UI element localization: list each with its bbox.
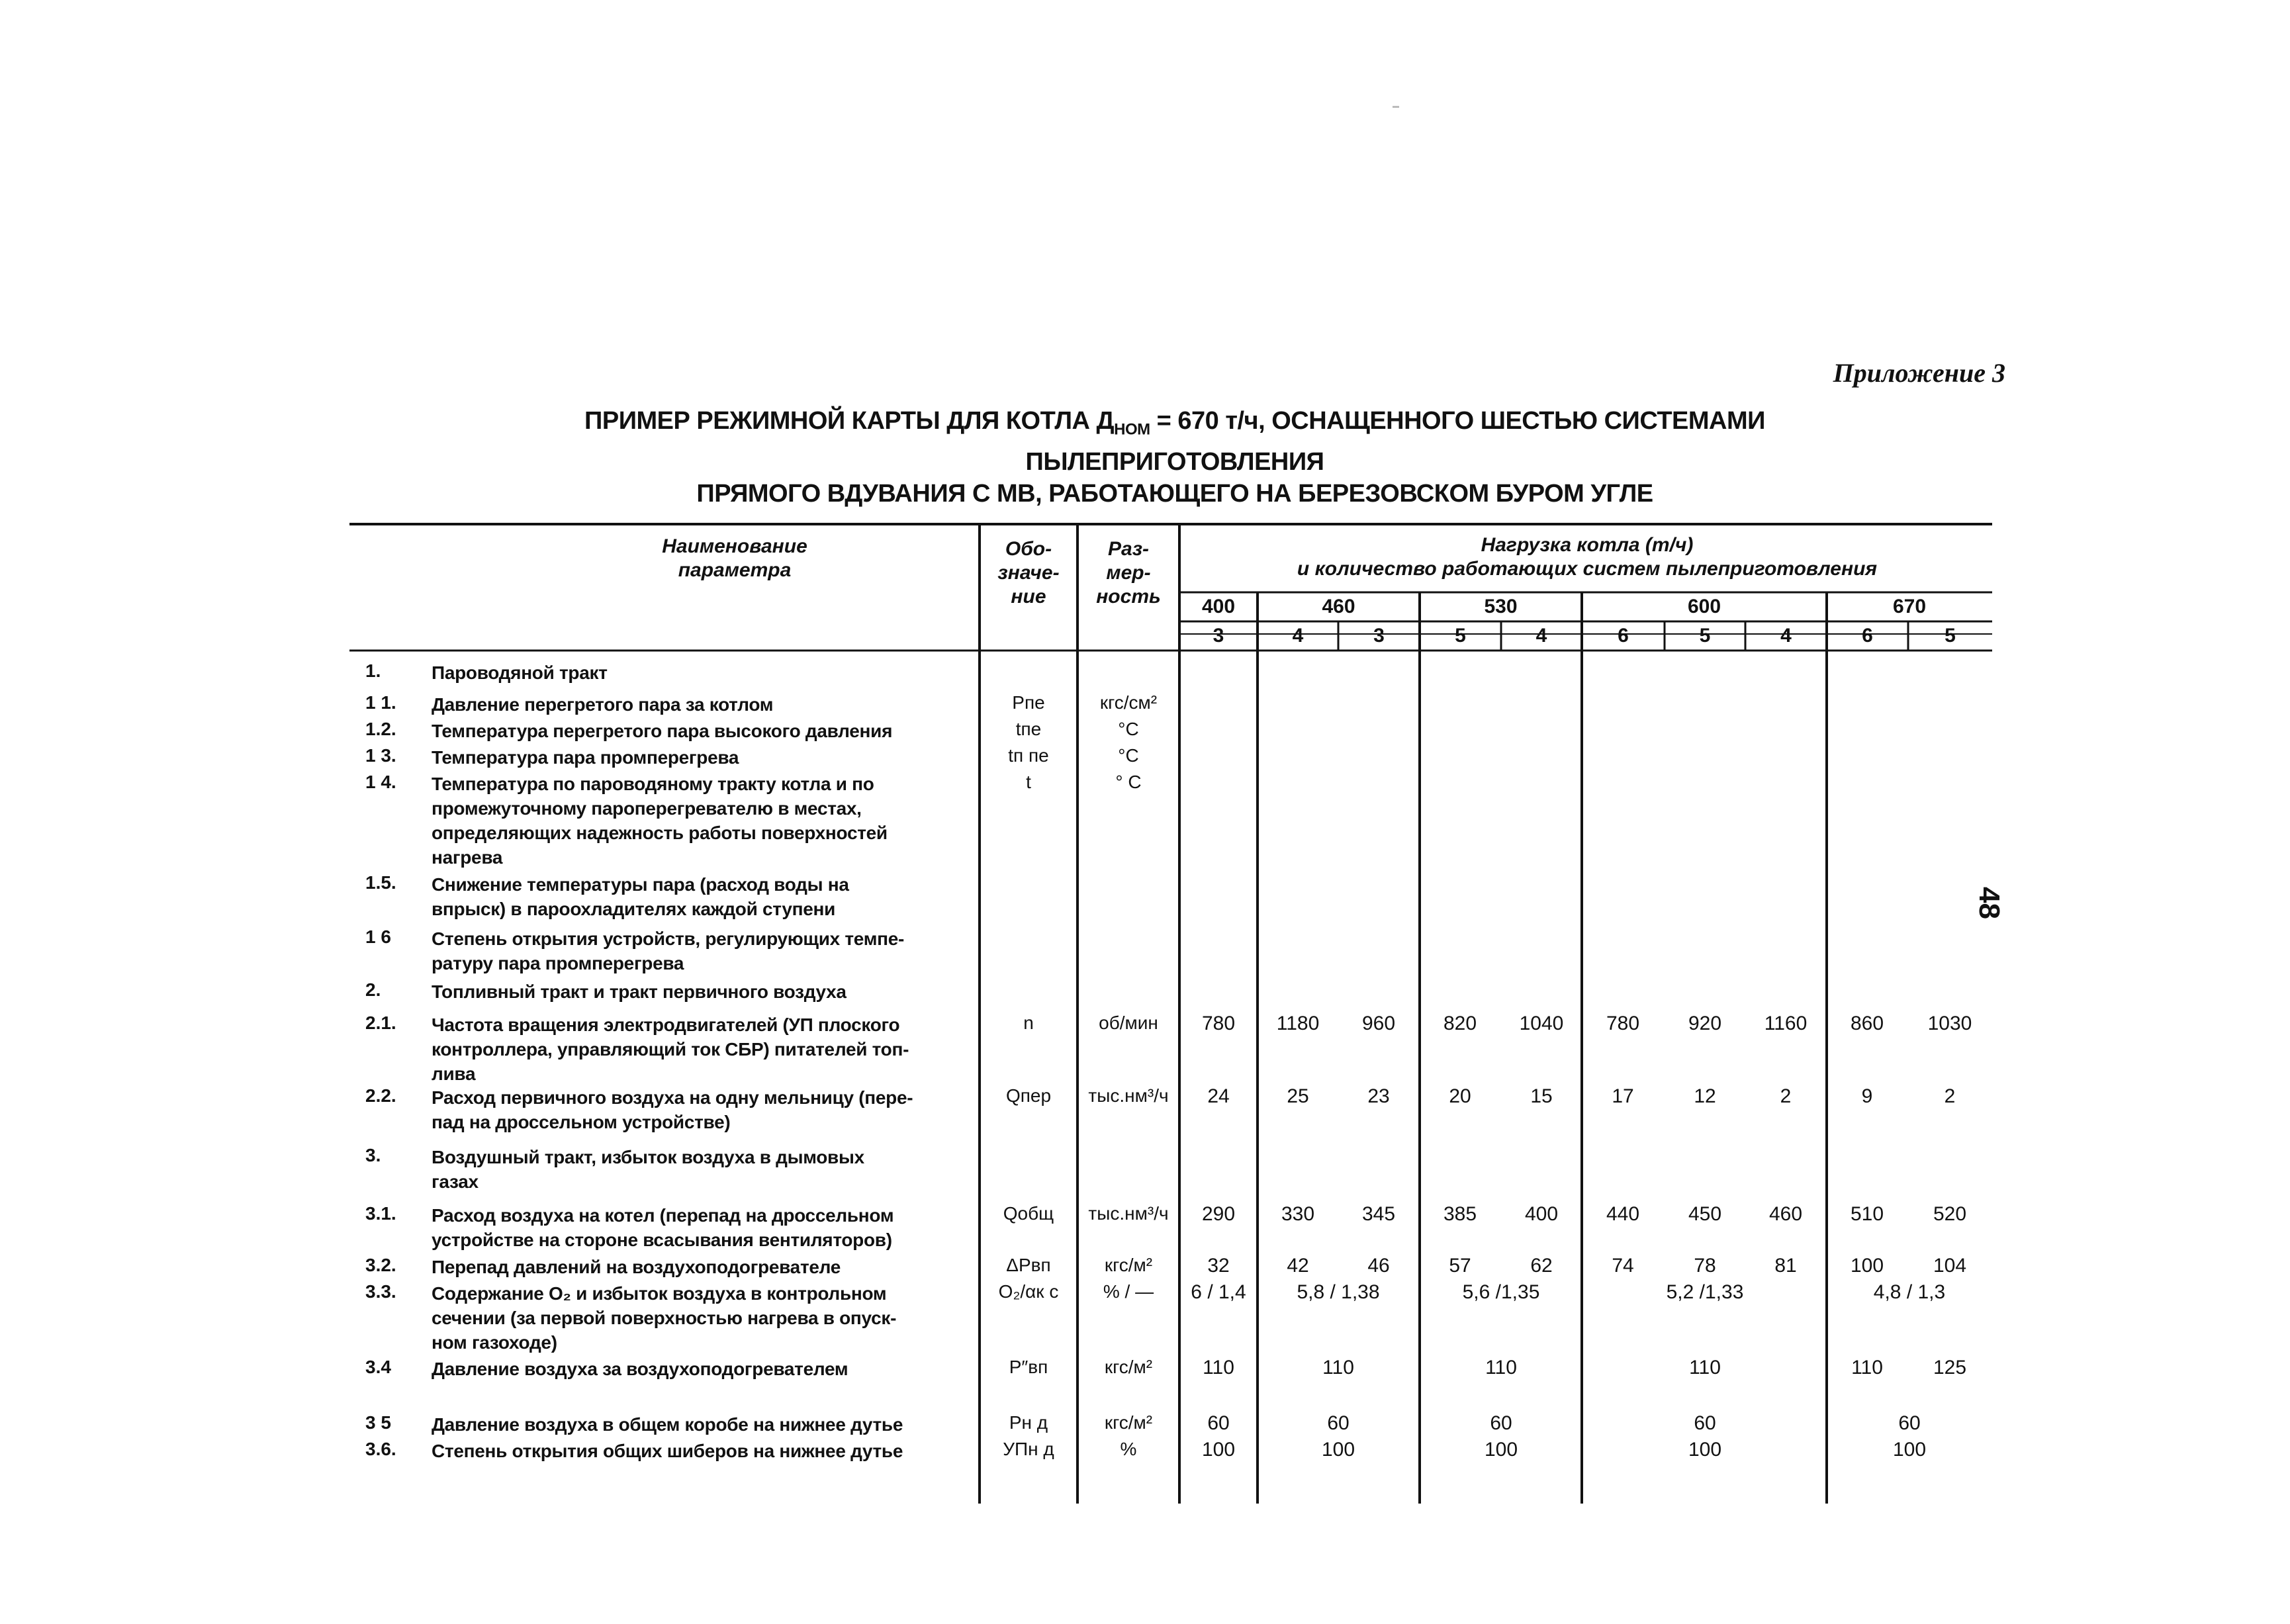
cell-value: 60 <box>1327 1412 1350 1434</box>
cell-value: 290 <box>1201 1203 1236 1225</box>
cell-value: 5,2 /1,33 <box>1666 1281 1744 1303</box>
row-number: 3.2. <box>365 1255 396 1275</box>
load-600: 600 <box>1687 596 1721 617</box>
parameter-name-line: Давление воздуха в общем коробе на нижнее дутье <box>432 1414 903 1435</box>
cell-value: 345 <box>1361 1203 1396 1225</box>
parameter-name <box>432 745 974 770</box>
symbol: Pн д <box>1009 1412 1048 1433</box>
cell-value: 440 <box>1606 1203 1640 1225</box>
parameter-name-line: промежуточному пароперегревателю в местах, <box>432 798 862 819</box>
parameter-name <box>432 772 974 870</box>
title-line-1: ПРИМЕР РЕЖИМНОЙ КАРТЫ ДЛЯ КОТЛА $Д_{НОМ} = 670$ т/ч, ОСНАЩЕННОГО ШЕСТЬЮ СИСТЕМАМИ ПЫЛЕПРИГОТОВЛЕНИЯ <box>584 407 1765 476</box>
header-symbol: Обо- значе- ние <box>997 538 1060 608</box>
parameter-name <box>432 979 974 1004</box>
cell-value: 81 <box>1774 1255 1797 1277</box>
row-number: 2.2. <box>365 1085 396 1106</box>
cell-value: 32 <box>1207 1255 1230 1277</box>
parameter-name-line: Степень открытия общих шиберов на нижнее дутье <box>432 1441 903 1461</box>
cell-value: 2 <box>1780 1085 1792 1107</box>
cell-value: 100 <box>1688 1439 1722 1461</box>
cell-value: 60 <box>1207 1412 1230 1434</box>
row-number: 3.4 <box>365 1357 391 1377</box>
parameter-name <box>432 692 974 717</box>
cell-value: 400 <box>1524 1203 1559 1225</box>
systems-count: 4 <box>1780 625 1792 647</box>
cell-value: 5,6 /1,35 <box>1462 1281 1540 1303</box>
cell-value: 23 <box>1367 1085 1390 1107</box>
parameter-name <box>432 719 974 743</box>
parameter-name-line: ратуру пара промперегрева <box>432 953 684 973</box>
symbol: УПн д <box>1003 1439 1054 1459</box>
row-number: 1 6 <box>365 926 391 947</box>
systems-count: 5 <box>1945 625 1956 647</box>
cell-value: 15 <box>1530 1085 1553 1107</box>
cell-value: 6 / 1,4 <box>1191 1281 1246 1303</box>
unit: тыс.нм³/ч <box>1088 1203 1169 1224</box>
cell-value: 450 <box>1688 1203 1722 1225</box>
cell-value: 780 <box>1606 1013 1640 1034</box>
symbol: P″вп <box>1009 1357 1048 1377</box>
row-number: 2.1. <box>365 1013 396 1033</box>
cell-value: 24 <box>1207 1085 1230 1107</box>
cell-value: 510 <box>1850 1203 1884 1225</box>
parameter-name <box>432 1013 974 1086</box>
page-number: 48 <box>1973 887 2005 919</box>
parameter-name-line: Снижение температуры пара (расход воды на <box>432 874 849 895</box>
load-530: 530 <box>1484 596 1518 617</box>
parameter-name-line: Топливный тракт и тракт первичного воздуха <box>432 981 847 1002</box>
cell-value: 74 <box>1612 1255 1634 1277</box>
cell-value: 860 <box>1850 1013 1884 1034</box>
cell-value: 46 <box>1367 1255 1390 1277</box>
parameter-name <box>432 660 974 685</box>
parameter-name-line: Воздушный тракт, избыток воздуха в дымовых <box>432 1147 864 1167</box>
unit: об/мин <box>1099 1013 1158 1033</box>
cell-value: 62 <box>1530 1255 1553 1277</box>
cell-value: 520 <box>1933 1203 1967 1225</box>
systems-count: 6 <box>1862 625 1873 647</box>
cell-value: 42 <box>1287 1255 1309 1277</box>
systems-count: 6 <box>1618 625 1629 647</box>
parameter-name <box>432 1439 974 1463</box>
parameter-name <box>432 872 974 921</box>
parameter-name-line: впрыск) в пароохладителях каждой ступени <box>432 899 836 919</box>
cell-value: 110 <box>1322 1357 1354 1378</box>
row-number: 1 1. <box>365 692 396 713</box>
row-number: 1. <box>365 660 381 681</box>
unit: % <box>1120 1439 1137 1459</box>
row-number: 3 5 <box>365 1412 391 1433</box>
parameter-name-line: устройстве на стороне всасывания вентиляторов) <box>432 1230 892 1250</box>
symbol: n <box>1023 1013 1034 1033</box>
parameter-name-line: определяющих надежность работы поверхностей <box>432 823 888 843</box>
unit: кгс/м² <box>1104 1357 1153 1377</box>
systems-count: 4 <box>1535 625 1547 647</box>
parameter-name-line: Температура по пароводяному тракту котла и по <box>432 774 874 794</box>
cell-value: 9 <box>1861 1085 1873 1107</box>
cell-value: 100 <box>1892 1439 1927 1461</box>
systems-count: 5 <box>1699 625 1711 647</box>
symbol: tп пе <box>1008 745 1049 766</box>
systems-count: 3 <box>1373 625 1385 647</box>
row-number: 2. <box>365 979 381 1000</box>
cell-value: 385 <box>1443 1203 1477 1225</box>
cell-value: 60 <box>1490 1412 1512 1434</box>
parameter-name-line: Температура пара промперегрева <box>432 747 739 768</box>
symbol: O₂/αк с <box>998 1281 1059 1302</box>
parameter-name <box>432 1255 974 1279</box>
cell-value: 110 <box>1485 1357 1517 1378</box>
cell-value: 100 <box>1484 1439 1518 1461</box>
parameter-name <box>432 1085 974 1134</box>
row-number: 1.2. <box>365 719 396 739</box>
cell-value: 1030 <box>1927 1013 1972 1034</box>
row-number: 3.1. <box>365 1203 396 1224</box>
cell-value: 1160 <box>1764 1013 1808 1034</box>
parameter-name-line: Пароводяной тракт <box>432 662 608 683</box>
parameter-name-line: Расход воздуха на котел (перепад на дроссельном <box>432 1205 894 1226</box>
row-number: 1 4. <box>365 772 396 792</box>
cell-value: 5,8 / 1,38 <box>1297 1281 1380 1303</box>
cell-value: 780 <box>1201 1013 1236 1034</box>
parameter-name-line: Давление перегретого пара за котлом <box>432 694 774 715</box>
row-number: 3.6. <box>365 1439 396 1459</box>
parameter-name <box>432 1357 974 1381</box>
cell-value: 57 <box>1449 1255 1471 1277</box>
parameter-name-line: Температура перегретого пара высокого давления <box>432 721 893 741</box>
cell-value: 104 <box>1933 1255 1967 1277</box>
parameter-name-line: лива <box>432 1063 476 1084</box>
cell-value: 110 <box>1851 1357 1883 1378</box>
row-number: 1.5. <box>365 872 396 893</box>
appendix-label: Приложение 3 <box>1833 358 2005 388</box>
symbol: tпе <box>1015 719 1042 739</box>
symbol: ΔPвп <box>1006 1255 1051 1275</box>
cell-value: 25 <box>1287 1085 1309 1107</box>
parameter-name-line: контроллера, управляющий ток СБР) питателей топ- <box>432 1039 909 1060</box>
unit: кгс/м² <box>1104 1255 1153 1275</box>
parameter-name-line: Содержание O₂ и избыток воздуха в контрольном <box>432 1283 887 1304</box>
symbol: Qпер <box>1005 1085 1052 1106</box>
row-number: 3.3. <box>365 1281 396 1302</box>
parameter-name-line: пад на дроссельном устройстве) <box>432 1112 731 1132</box>
unit: кгс/м² <box>1104 1412 1153 1433</box>
parameter-name-line: Перепад давлений на воздухоподогревателе <box>432 1257 841 1277</box>
systems-count: 4 <box>1292 625 1304 647</box>
cell-value: 100 <box>1850 1255 1884 1277</box>
cell-value: 960 <box>1361 1013 1396 1034</box>
parameter-name <box>432 1412 974 1437</box>
parameter-name-line: Давление воздуха за воздухоподогревателем <box>432 1359 848 1379</box>
load-460: 460 <box>1322 596 1355 617</box>
cell-value: 12 <box>1694 1085 1716 1107</box>
cell-value: 1040 <box>1519 1013 1564 1034</box>
symbol: Qобщ <box>1003 1203 1054 1224</box>
parameter-name <box>432 926 974 975</box>
unit: кгс/см² <box>1099 692 1158 713</box>
cell-value: 100 <box>1321 1439 1355 1461</box>
parameter-name <box>432 1145 974 1194</box>
cell-value: 820 <box>1443 1013 1477 1034</box>
parameter-name-line: Степень открытия устройств, регулирующих темпе- <box>432 928 905 949</box>
cell-value: 460 <box>1768 1203 1803 1225</box>
cell-value: 920 <box>1688 1013 1722 1034</box>
header-parameter-name: Наименование параметра <box>662 535 807 581</box>
parameter-name-line: сечении (за первой поверхностью нагрева в опуск- <box>432 1308 897 1328</box>
symbol: Pпе <box>1012 692 1045 713</box>
systems-count: 5 <box>1455 625 1466 647</box>
cell-value: 110 <box>1203 1357 1234 1378</box>
cell-value: 78 <box>1694 1255 1716 1277</box>
symbol: t <box>1026 772 1031 792</box>
cell-value: 17 <box>1612 1085 1634 1107</box>
cell-value: 1180 <box>1276 1013 1320 1034</box>
cell-value: 60 <box>1898 1412 1921 1434</box>
load-400: 400 <box>1201 596 1236 617</box>
cell-value: 60 <box>1694 1412 1716 1434</box>
unit: °C <box>1118 719 1139 739</box>
cell-value: 2 <box>1944 1085 1956 1107</box>
systems-count: 3 <box>1213 625 1224 647</box>
cell-value: 110 <box>1689 1357 1721 1378</box>
unit: °C <box>1118 745 1139 766</box>
cell-value: 20 <box>1449 1085 1471 1107</box>
parameter-name-line: Частота вращения электродвигателей (УП плоского <box>432 1015 900 1035</box>
row-number: 3. <box>365 1145 381 1165</box>
unit: тыс.нм³/ч <box>1088 1085 1169 1106</box>
parameter-name <box>432 1281 974 1355</box>
cell-value: 4,8 / 1,3 <box>1873 1281 1946 1303</box>
header-boiler-load: Нагрузка котла (т/ч) и количество работающих систем пылеприготовления <box>1297 534 1878 580</box>
header-unit: Раз- мер- ность <box>1096 538 1161 608</box>
row-number: 1 3. <box>365 745 396 766</box>
cell-value: 100 <box>1201 1439 1236 1461</box>
unit: % / — <box>1103 1281 1154 1302</box>
parameter-name-line: газах <box>432 1171 479 1192</box>
parameter-name-line: нагрева <box>432 847 503 868</box>
cell-value: 125 <box>1933 1357 1967 1378</box>
parameter-name-line: Расход первичного воздуха на одну мельницу (пере- <box>432 1087 913 1108</box>
load-670: 670 <box>1892 596 1927 617</box>
parameter-name <box>432 1203 974 1252</box>
unit: ° C <box>1115 772 1142 792</box>
cell-value: 330 <box>1281 1203 1315 1225</box>
parameter-name-line: ном газоходе) <box>432 1332 557 1353</box>
title-line-2: ПРЯМОГО ВДУВАНИЯ С МВ, РАБОТАЮЩЕГО НА БЕРЕЗОВСКОМ БУРОМ УГЛЕ <box>696 479 1653 508</box>
